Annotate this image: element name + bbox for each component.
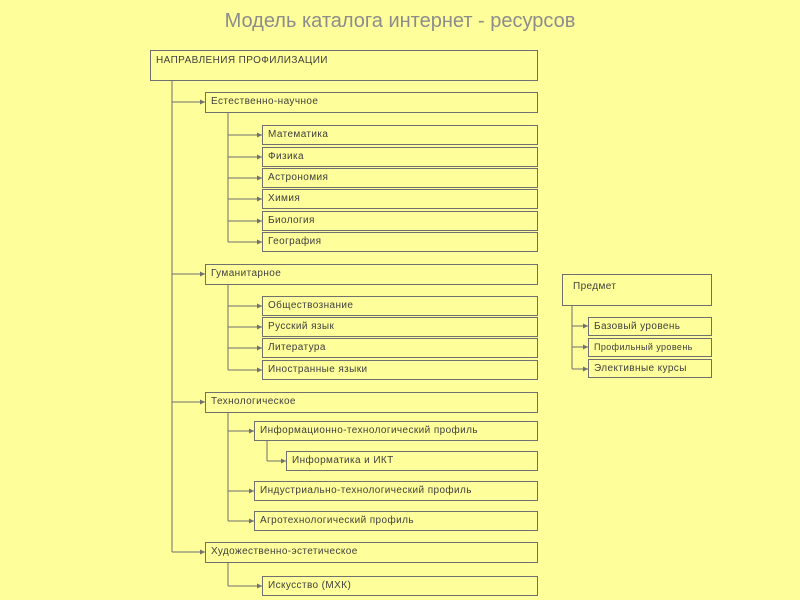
- category-arts-label: Художественно-эстетическое: [211, 546, 358, 557]
- subject-label: Биология: [268, 215, 315, 226]
- subject-item[interactable]: [262, 360, 538, 380]
- subject-informatics[interactable]: [286, 451, 538, 471]
- subject-label: Обществознание: [268, 300, 354, 311]
- subject-item[interactable]: [262, 296, 538, 316]
- level-label: Профильный уровень: [594, 342, 693, 352]
- category-arts[interactable]: [205, 542, 538, 563]
- subject-label: Химия: [268, 193, 301, 204]
- subject-item[interactable]: [262, 338, 538, 358]
- subject-panel-box: [562, 274, 712, 306]
- subject-label: Иностранные языки: [268, 364, 368, 375]
- root-label: НАПРАВЛЕНИЯ ПРОФИЛИЗАЦИИ: [156, 55, 328, 66]
- subject-label: Искусство (МХК): [268, 580, 352, 591]
- subject-item[interactable]: [262, 317, 538, 337]
- profile-it[interactable]: [254, 421, 538, 441]
- category-natural[interactable]: [205, 92, 538, 113]
- subject-item[interactable]: [262, 211, 538, 231]
- subject-label: Астрономия: [268, 172, 329, 183]
- subject-item[interactable]: [262, 147, 538, 167]
- page-title: Модель каталога интернет - ресурсов: [224, 10, 576, 32]
- category-humanities-label: Гуманитарное: [211, 268, 282, 279]
- level-label: Базовый уровень: [594, 321, 681, 332]
- profile-industrial-label: Индустриально-технологический профиль: [260, 485, 472, 496]
- subject-panel-label: Предмет: [573, 281, 617, 292]
- category-technology-label: Технологическое: [211, 396, 296, 407]
- subject-informatics-label: Информатика и ИКТ: [292, 455, 394, 466]
- subject-label: Литература: [268, 342, 326, 353]
- level-item[interactable]: [588, 317, 712, 336]
- profile-industrial[interactable]: [254, 481, 538, 501]
- category-technology[interactable]: [205, 392, 538, 413]
- profile-agro-label: Агротехнологический профиль: [260, 515, 414, 526]
- subject-item[interactable]: [262, 576, 538, 596]
- level-label: Элективные курсы: [594, 363, 687, 374]
- root-box: [150, 50, 538, 81]
- subject-label: Математика: [268, 129, 329, 140]
- subject-label: География: [268, 236, 322, 247]
- profile-it-label: Информационно-технологический профиль: [260, 425, 479, 436]
- level-item[interactable]: [588, 338, 712, 357]
- subject-label: Русский язык: [268, 321, 335, 332]
- category-natural-label: Естественно-научное: [211, 96, 319, 107]
- subject-label: Физика: [268, 151, 304, 162]
- subject-item[interactable]: [262, 189, 538, 209]
- subject-item[interactable]: [262, 168, 538, 188]
- profile-agro[interactable]: [254, 511, 538, 531]
- subject-item[interactable]: [262, 125, 538, 145]
- category-humanities[interactable]: [205, 264, 538, 285]
- level-item[interactable]: [588, 359, 712, 378]
- subject-item[interactable]: [262, 232, 538, 252]
